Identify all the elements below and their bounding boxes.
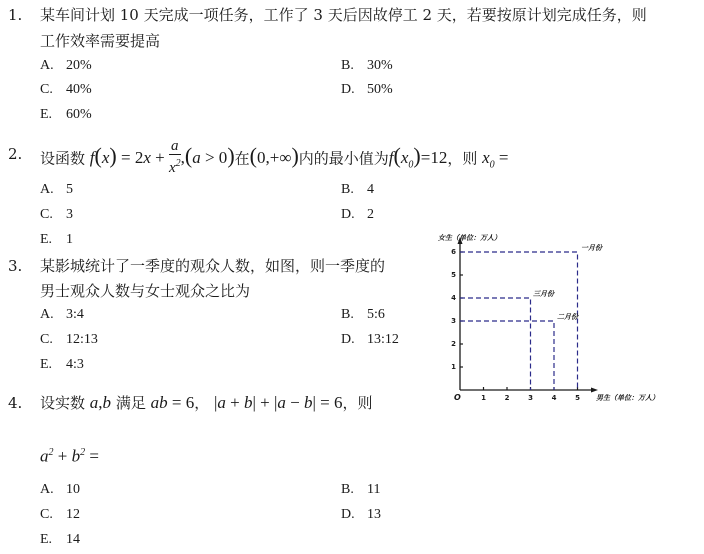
option-a[interactable]: A. 20% [40, 58, 92, 73]
option-b[interactable]: B. 5:6 [341, 307, 385, 322]
option-b[interactable]: B. 4 [341, 182, 374, 197]
option-a[interactable]: A. 5 [40, 182, 73, 197]
question-stem: 设实数 a,b 满足 ab = 6， |a + b| + |a − b| = 6，则 [40, 393, 373, 412]
function-expression: f(x) = 2x + $\frac{a}{x^2}$ ,(a > 0) [89, 138, 235, 176]
option-b[interactable]: B. 11 [341, 482, 381, 497]
label-march: 三月份 [533, 290, 554, 298]
option-a[interactable]: A. 10 [40, 482, 80, 497]
absolute-sum-expression: |a + b| + |a − b| = 6 [214, 393, 343, 412]
min-value-expression: $f(x_0)=12$ [388, 143, 448, 171]
svg-text:3: 3 [528, 394, 533, 402]
option-d[interactable]: D. 13:12 [341, 332, 399, 347]
option-b[interactable]: B. 30% [341, 58, 393, 73]
option-a[interactable]: A. 3:4 [40, 307, 84, 322]
guide-lines [460, 252, 578, 390]
option-e[interactable]: E. 14 [40, 532, 80, 547]
interval-expression: (0,+∞) [249, 143, 299, 169]
option-e[interactable]: E. 4:3 [40, 357, 84, 372]
question-number: 4. [8, 394, 23, 412]
svg-text:3: 3 [451, 317, 456, 325]
option-c[interactable]: C. 12:13 [40, 332, 98, 347]
svg-text:2: 2 [504, 394, 510, 402]
question-stem: 设函数 f(x) = 2x + $\frac{a}{x^2}$ ,(a > 0)在(0,+∞)内的最小值为$f(x_0)=12$，则 $x_0$ = [40, 138, 509, 176]
question-number: 2. [8, 145, 23, 163]
option-d[interactable]: D. 50% [341, 82, 393, 97]
y-axis-label: 女生（单位：万人） [438, 234, 501, 242]
option-d[interactable]: D. 13 [341, 507, 381, 522]
question-stem-line1: 某车间计划 10 天完成一项任务，工作了 3 天后因故停工 2 天，若要按原计划完成任务，则 [40, 6, 647, 24]
question-stem-line1: 某影城统计了一季度的观众人数，如图，则一季度的 [40, 257, 386, 275]
variables-expression: a,b [89, 393, 112, 412]
point-labels [533, 243, 603, 321]
label-january: 一月份 [581, 244, 602, 252]
svg-text:5: 5 [575, 394, 580, 402]
question-number: 1. [8, 6, 23, 24]
product-expression: ab = 6 [150, 393, 195, 412]
x-ticks [481, 394, 580, 402]
sum-of-squares-expression: $a^2 + b^2$ = [40, 446, 99, 466]
label-february: 二月份 [557, 313, 578, 321]
option-e[interactable]: E. 60% [40, 107, 92, 122]
audience-chart [430, 228, 670, 408]
question-stem-line2: 男士观众人数与女士观众之比为 [40, 282, 251, 300]
option-c[interactable]: C. 12 [40, 507, 80, 522]
svg-text:4: 4 [551, 394, 557, 402]
svg-text:6: 6 [451, 248, 456, 256]
answer-variable: $x_0$ = [482, 148, 509, 171]
option-c[interactable]: C. 3 [40, 207, 73, 222]
x-axis-label: 男生（单位：万人） [596, 394, 659, 402]
y-ticks [451, 248, 456, 371]
question-stem-line2: 工作效率需要提高 [40, 32, 161, 50]
x-axis-arrow-icon [591, 388, 598, 393]
option-d[interactable]: D. 2 [341, 207, 374, 222]
svg-text:4: 4 [451, 294, 456, 302]
svg-text:5: 5 [451, 271, 456, 279]
origin-label: O [454, 393, 461, 402]
option-e[interactable]: E. 1 [40, 232, 73, 247]
svg-text:1: 1 [451, 363, 456, 371]
svg-text:1: 1 [481, 394, 486, 402]
option-c[interactable]: C. 40% [40, 82, 92, 97]
question-number: 3. [8, 257, 23, 275]
svg-text:2: 2 [451, 340, 456, 348]
